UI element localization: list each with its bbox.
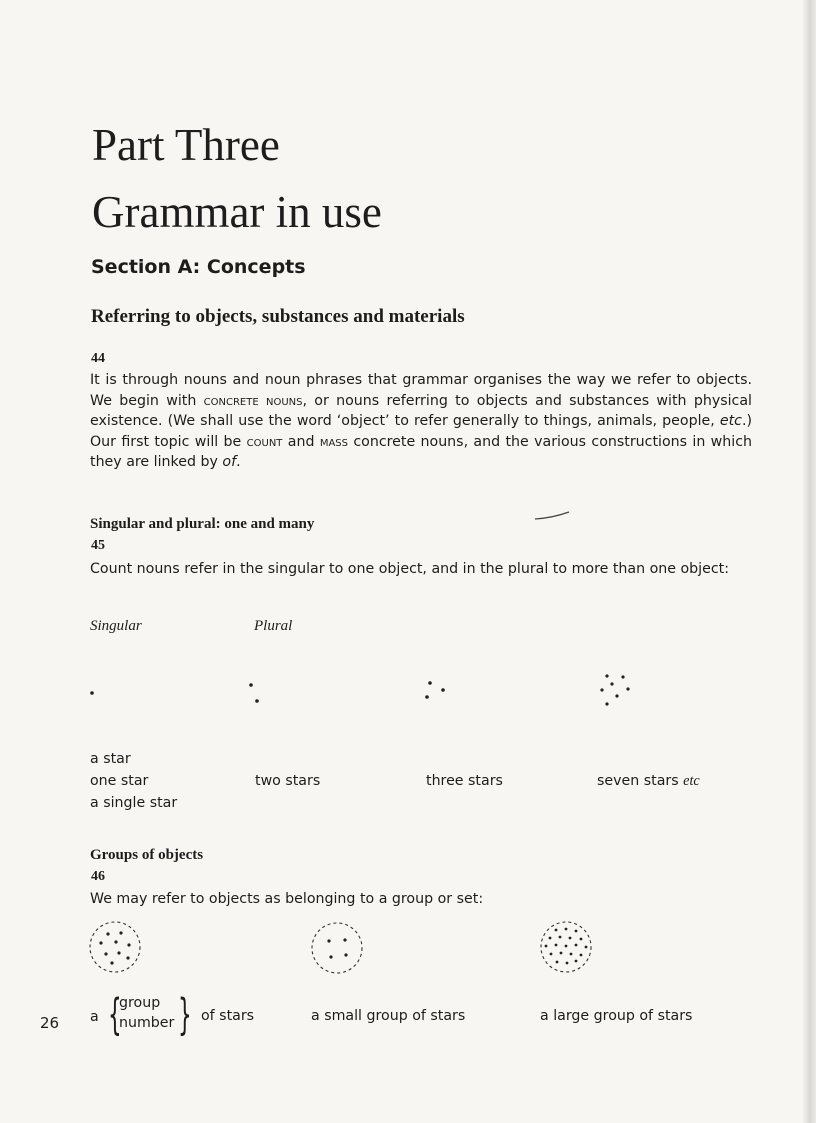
heading-groups-of-objects: Groups of objects [90,847,204,863]
label-seven-stars [597,770,700,792]
group-outline-2 [312,923,362,973]
star-dots [90,674,629,705]
paragraph-number-44: 44 [91,351,105,366]
label-small-group: a small group of stars [311,1008,466,1024]
section-title: Section A: Concepts [91,256,306,278]
label-large-group: a large group of stars [540,1008,693,1024]
column-heading-plural: Plural [254,618,293,634]
group-2-stars [327,938,347,958]
star-seven-g [605,702,608,705]
brace-of-stars: of stars [201,1008,255,1024]
label-a-single-star: a single star [90,795,178,811]
page-number: 26 [40,1014,60,1032]
star-two-a [249,683,253,687]
subsection-title: Referring to objects, substances and materials [91,306,465,327]
star-single [90,691,94,695]
star-two-b [255,699,259,703]
p44-text-3: .) Our first topic will be [90,413,752,450]
star-seven-c [610,682,613,685]
paragraph-number-45: 45 [91,538,105,553]
term-mass: mass [319,433,348,450]
p44-and: and [282,433,320,450]
term-count: count [246,433,283,450]
p44-text-4: concrete nouns, and the various constructions in which they are linked by [90,433,752,470]
part-title: Part Three [92,120,280,170]
p44-text-5: . [236,454,241,470]
group-3-stars [545,928,588,965]
star-three-b [441,688,445,692]
book-title: Grammar in use [92,187,382,237]
label-a-star: a star [90,751,131,767]
heading-singular-plural: Singular and plural: one and many [90,516,315,532]
p44-of: of [222,454,237,470]
brace-article: a [90,1009,99,1025]
star-three-c [425,695,429,699]
seven-stars-etc: etc [683,773,700,789]
label-one-star: one star [90,773,149,789]
seven-stars-text: seven stars [597,773,684,789]
p44-text-2: , or nouns referring to objects and substances with physical existence. (We shall use the word ‘object’ to refer generally to things, animals, people, [90,392,752,429]
paragraph-number-46: 46 [91,869,105,884]
star-seven-a [605,674,608,677]
star-seven-b [621,675,624,678]
paragraph-46: We may refer to objects as belonging to a group or set: [90,891,484,907]
star-three-a [428,681,432,685]
group-outlines [90,922,591,973]
p44-etc: etc [719,413,742,429]
label-three-stars: three stars [426,773,503,789]
p44-text-1: It is through nouns and noun phrases that grammar organises the way we refer to objects. We begin with [90,372,752,409]
brace-option-group: group [119,995,161,1011]
brace-open: { [108,990,122,1040]
group-outline-1 [90,922,140,972]
brace-close: } [178,990,192,1040]
brace-option-number: number [119,1015,175,1031]
star-seven-d [600,688,603,691]
label-two-stars: two stars [255,773,321,789]
column-heading-singular: Singular [90,618,142,634]
group-1-stars [99,931,130,964]
paragraph-45: Count nouns refer in the singular to one object, and in the plural to more than one object: [90,561,729,577]
term-concrete-nouns: concrete nouns [203,392,303,409]
star-seven-f [615,694,618,697]
star-seven-e [626,687,629,690]
